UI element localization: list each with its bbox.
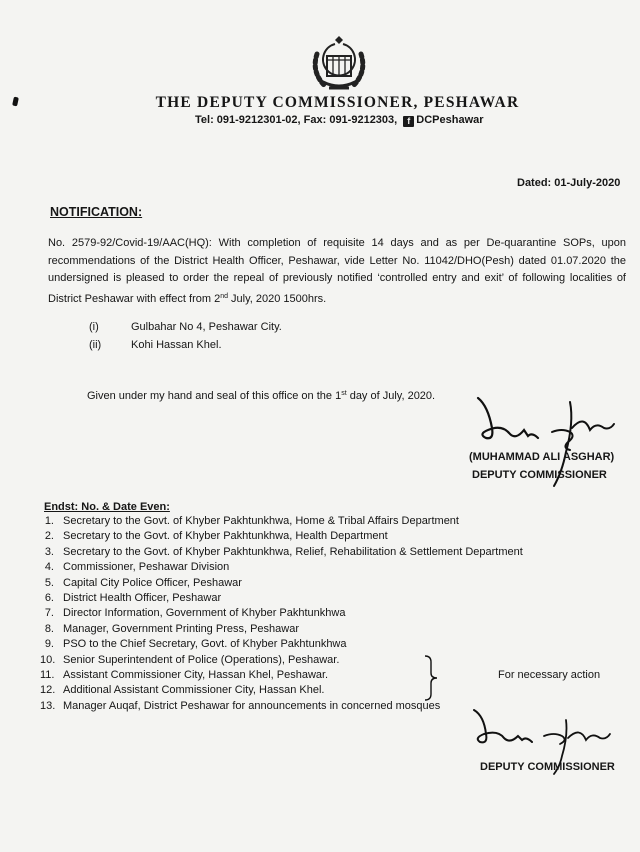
notification-heading: NOTIFICATION: (50, 205, 143, 219)
list-item: 4. Commissioner, Peshawar Division (44, 561, 230, 574)
notification-body (48, 235, 626, 308)
contact-line (195, 114, 484, 127)
body-line-4: District Peshawar with effect from 2nd July, 2020 1500hrs. (48, 292, 327, 305)
grouping-brace (423, 655, 439, 701)
signatory-designation: DEPUTY COMMISSIONER (472, 469, 607, 481)
list-item: 11. Assistant Commissioner City, Hassan Khel, Peshawar. (40, 668, 329, 681)
list-item: 7. Director Information, Government of Khyber Pakhtunkhwa (44, 607, 346, 620)
endorsement-heading: Endst: No. & Date Even: (44, 501, 170, 513)
endorsement-signatory-designation: DEPUTY COMMISSIONER (480, 761, 615, 773)
locality-number: (ii) (89, 339, 102, 351)
list-item: 3. Secretary to the Govt. of Khyber Pakhtunkhwa, Relief, Rehabilitation & Settlement Department (44, 545, 523, 558)
signatory-name: (MUHAMMAD ALI ASGHAR) (469, 451, 615, 463)
facebook-icon: f (403, 116, 414, 127)
locality-item: Gulbahar No 4, Peshawar City. (131, 321, 282, 333)
list-item: 12. Additional Assistant Commissioner City, Hassan Khel. (40, 684, 325, 697)
government-emblem-icon (307, 30, 371, 96)
office-title: THE DEPUTY COMMISSIONER, PESHAWAR (155, 94, 520, 111)
contact-tel-fax: Tel: 091-9212301-02, Fax: 091-9212303, (195, 114, 398, 126)
list-item: 8. Manager, Government Printing Press, Peshawar (44, 622, 300, 635)
date-line: Dated: 01-July-2020 (517, 177, 621, 189)
given-under-hand-line: Given under my hand and seal of this office on the 1st day of July, 2020. (87, 390, 436, 402)
distribution-list (40, 514, 523, 714)
list-item: 9. PSO to the Chief Secretary, Govt. of Khyber Pakhtunkhwa (44, 638, 347, 651)
action-note: For necessary action (498, 669, 601, 681)
reference-number: No. 2579-92/Covid-19/AAC(HQ): (48, 237, 212, 249)
list-item: 5. Capital City Police Officer, Peshawar (44, 576, 242, 589)
body-line-2: recommendations of the District Health Officer, Peshawar, vide Letter No. 11042/DHO(Pesh) dated 01.07.2020 the (48, 254, 626, 267)
list-item: 10. Senior Superintendent of Police (Operations), Peshawar. (40, 653, 340, 666)
body-line-3: undersigned is pleased to order the repeal of previously notified ‘controlled entry and exit’ of following localities of (48, 272, 626, 284)
list-item: 2. Secretary to the Govt. of Khyber Pakhtunkhwa, Health Department (44, 530, 388, 543)
locality-number: (i) (89, 321, 99, 333)
locality-item: Kohi Hassan Khel. (131, 339, 222, 351)
list-item: 1. Secretary to the Govt. of Khyber Pakhtunkhwa, Home & Tribal Affairs Department (44, 515, 459, 527)
body-line-1: No. 2579-92/Covid-19/AAC(HQ): With completion of requisite 14 days and as per De-quarantine SOPs, upon (48, 237, 627, 249)
list-item: 13. Manager Auqaf, District Peshawar for announcements in concerned mosques (40, 699, 441, 712)
list-item: 6. District Health Officer, Peshawar (44, 591, 222, 604)
facebook-handle: DCPeshawar (416, 114, 484, 126)
